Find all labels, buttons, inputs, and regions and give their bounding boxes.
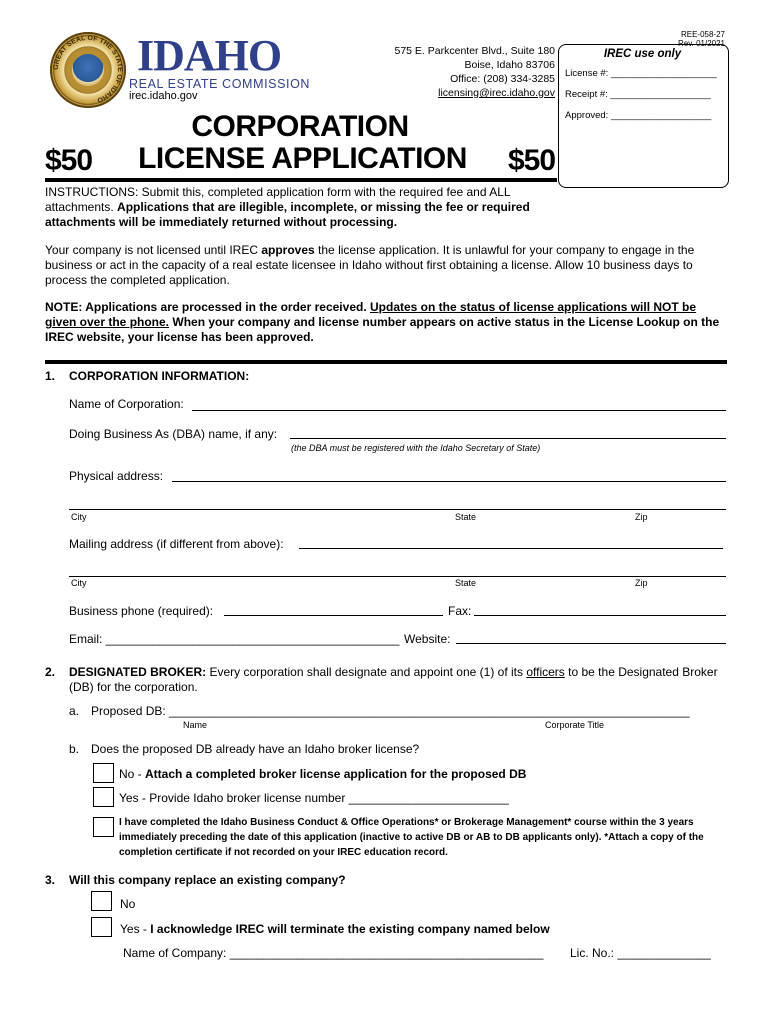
course-completed-checkbox[interactable]: [93, 817, 114, 837]
item-a-label: a.: [69, 704, 80, 718]
section2-title: DESIGNATED BROKER:: [69, 665, 207, 679]
note-tail: When your company and license number appears on active status in the License Lookup on the IREC website, your license has been approved.: [45, 315, 720, 344]
instructions: [45, 185, 560, 230]
section1-title: CORPORATION INFORMATION:: [69, 369, 250, 383]
physical-city-caption: City: [71, 512, 87, 522]
website-field[interactable]: [456, 643, 726, 644]
section3-number: 3.: [45, 873, 56, 887]
email-link[interactable]: licensing@irec.idaho.gov: [438, 87, 555, 99]
fax-label: Fax:: [448, 604, 472, 618]
fee-right: $50: [508, 144, 556, 177]
dba-field[interactable]: [290, 438, 726, 439]
physical-address-label: Physical address:: [69, 469, 164, 483]
item-b-label: b.: [69, 742, 80, 756]
seal-ring-icon: [50, 32, 126, 108]
yes-broker-license-option[interactable]: Yes - Provide Idaho broker license number ________________________: [119, 791, 509, 805]
license-notice: [45, 243, 727, 288]
notice-bold: approves: [261, 243, 315, 257]
replace-yes-option: [120, 922, 550, 936]
business-phone-field[interactable]: [224, 615, 443, 616]
note-underlined: Updates on the status of license applications will NOT be given over the phone.: [45, 300, 697, 329]
fee-left: $50: [45, 144, 93, 177]
idaho-state-seal: [50, 32, 126, 108]
irec-approved-field: Approved: ___________________: [565, 110, 712, 121]
mailing-city-caption: City: [71, 578, 87, 588]
section3-title: Will this company replace an existing company?: [69, 873, 346, 887]
instructions-warning: Applications that are illegible, incomplete, or missing the fee or required attachments will be immediately returned without processing.: [45, 200, 530, 229]
officers-link[interactable]: officers: [526, 665, 565, 679]
physical-city-state-zip-field[interactable]: [69, 509, 726, 510]
svg-text:GREAT SEAL OF THE STATE OF IDA: GREAT SEAL OF THE STATE OF IDAHO: [52, 34, 124, 104]
form-title-line2: LICENSE APPLICATION: [138, 142, 467, 175]
irec-receipt-field: Receipt #: ___________________: [565, 89, 711, 100]
no-option-prefix: No -: [119, 767, 142, 781]
broker-license-question: Does the proposed DB already have an Idaho broker license?: [91, 742, 420, 756]
section2-text-post: to be the Designated Broker (DB) for the corporation.: [69, 665, 718, 694]
corporation-name-field[interactable]: [192, 410, 726, 411]
form-title-line1: CORPORATION: [191, 110, 409, 143]
email-field[interactable]: Email: ____________________________________________: [69, 632, 400, 646]
existing-company-name-field[interactable]: Name of Company: _______________________________________________: [123, 946, 544, 960]
section-divider: [45, 360, 727, 364]
instructions-lead: INSTRUCTIONS: Submit this, completed application form with the required fee and ALL attachments.: [45, 185, 511, 214]
section2-number: 2.: [45, 665, 56, 679]
notice-post: the license application. It is unlawful for your company to engage in the business or act in the capacity of a real estate licensee in Idaho without first obtaining a license. Allow 10 business days to process the completed application.: [45, 243, 695, 287]
db-title-caption: Corporate Title: [545, 720, 605, 730]
no-broker-license-checkbox[interactable]: [93, 763, 114, 783]
no-broker-license-option: [119, 767, 526, 781]
mailing-address-field[interactable]: [299, 548, 723, 549]
proposed-db-field[interactable]: Proposed DB: ______________________________________________________________________________: [91, 704, 690, 718]
fax-field[interactable]: [474, 615, 726, 616]
irec-license-field: License #: ____________________: [565, 68, 717, 79]
office-address: [394, 44, 555, 100]
form-id: REE-058-27: [680, 30, 725, 39]
replace-yes-text: I acknowledge IREC will terminate the existing company named below: [150, 922, 550, 936]
physical-address-field[interactable]: [172, 481, 726, 482]
irec-box-title: IREC use only: [603, 48, 682, 60]
section2-intro: [69, 665, 729, 695]
mailing-state-caption: State: [455, 578, 477, 588]
logo-wordmark: IDAHO: [137, 31, 282, 80]
replace-no-label: No: [120, 897, 136, 911]
replace-yes-checkbox[interactable]: [91, 917, 112, 937]
mailing-address-label: Mailing address (if different from above):: [69, 537, 284, 551]
existing-company-license-field[interactable]: Lic. No.: ______________: [570, 946, 711, 960]
phone-line: Office: (208) 334-3285: [450, 73, 555, 85]
revision-date: Rev. 01/2021: [678, 39, 725, 48]
course-completed-text: I have completed the Idaho Business Conduct & Office Operations* or Brokerage Management* course within the 3 years immediately preceding the date of this application (inactive to active DB or AB to DB applicants only). *Attach a copy of the completion certificate if not recorded on your IREC education record.: [119, 817, 704, 858]
address-line: Boise, Idaho 83706: [464, 59, 555, 71]
corporation-name-label: Name of Corporation:: [69, 397, 184, 411]
dba-note: (the DBA must be registered with the Idaho Secretary of State): [291, 443, 541, 453]
section2-text-pre: Every corporation shall designate and appoint one (1) of its: [209, 665, 523, 679]
replace-no-checkbox[interactable]: [91, 891, 112, 911]
section1-number: 1.: [45, 369, 56, 383]
processing-note: [45, 300, 727, 345]
title-divider: [45, 178, 557, 182]
logo-subtitle: REAL ESTATE COMMISSION: [129, 77, 311, 91]
physical-zip-caption: Zip: [635, 512, 648, 522]
note-lead: NOTE: Applications are processed in the order received.: [45, 300, 367, 314]
address-line: 575 E. Parkcenter Blvd., Suite 180: [394, 45, 555, 57]
physical-state-caption: State: [455, 512, 477, 522]
db-name-caption: Name: [183, 720, 208, 730]
mailing-zip-caption: Zip: [635, 578, 648, 588]
no-option-text: Attach a completed broker license application for the proposed DB: [145, 767, 527, 781]
website-link[interactable]: irec.idaho.gov: [129, 90, 198, 102]
website-label: Website:: [404, 632, 451, 646]
mailing-city-state-zip-field[interactable]: [69, 576, 726, 577]
notice-pre: Your company is not licensed until IREC: [45, 243, 258, 257]
dba-label: Doing Business As (DBA) name, if any:: [69, 427, 278, 441]
business-phone-label: Business phone (required):: [69, 604, 214, 618]
replace-yes-prefix: Yes -: [120, 922, 147, 936]
yes-broker-license-checkbox[interactable]: [93, 787, 114, 807]
